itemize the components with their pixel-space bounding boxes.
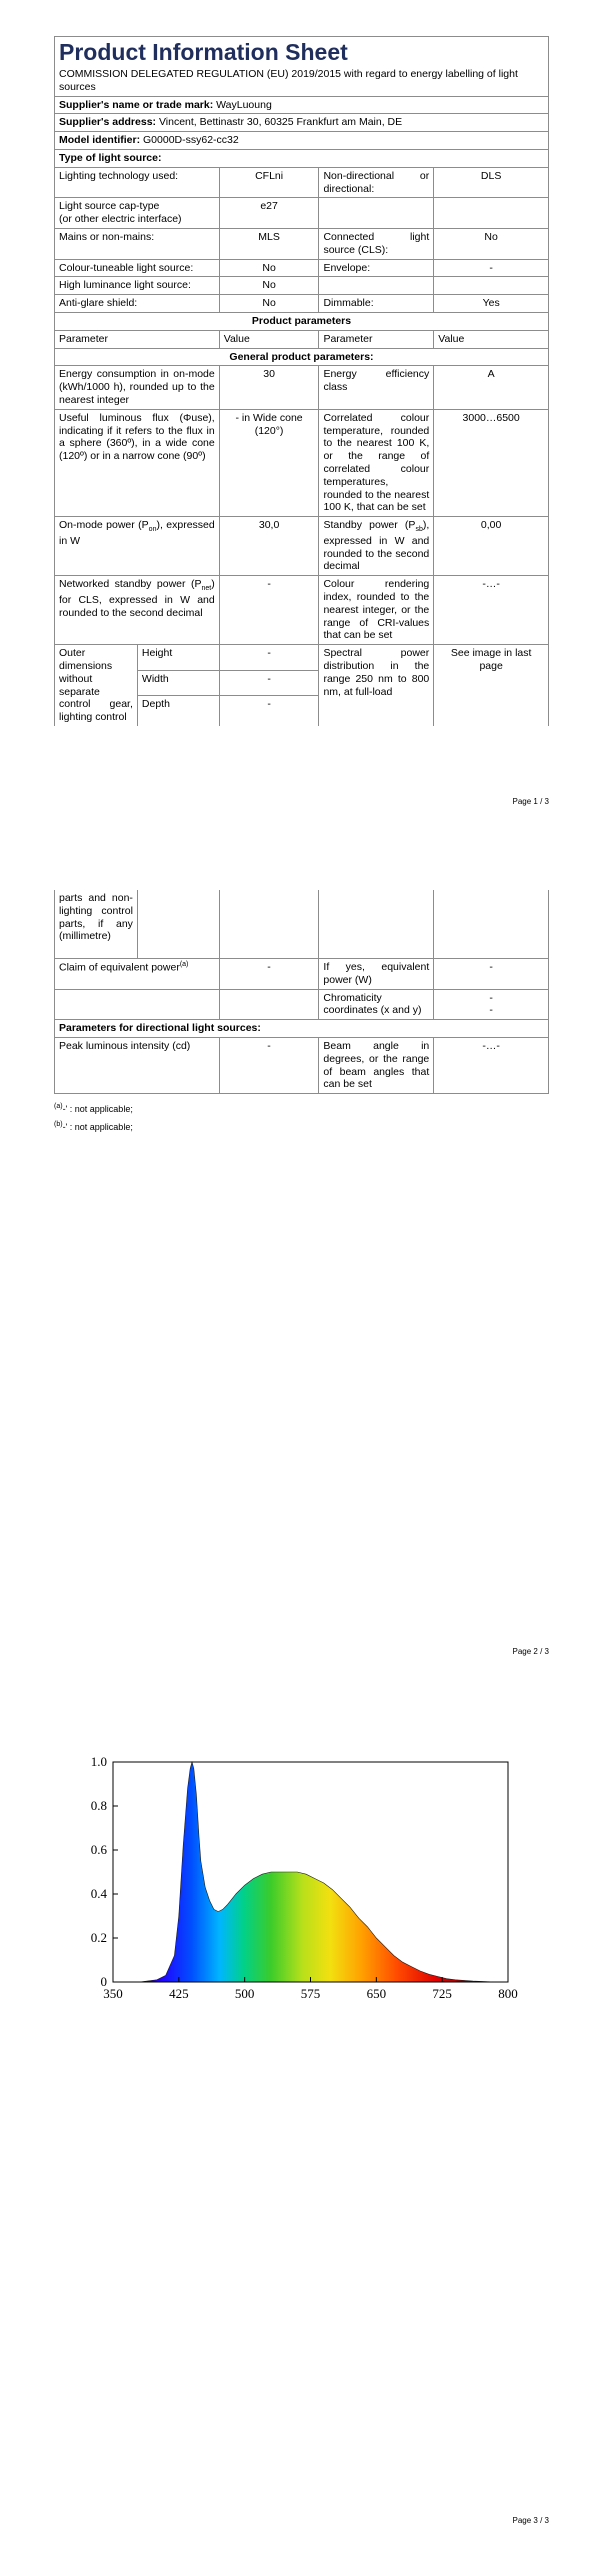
height-value: - [219,645,319,670]
supplier-name: WayLuoung [216,98,272,111]
x-tick-label: 725 [432,1986,452,2001]
claim-equivalent-power-label: Claim of equivalent power$^{(a)}$ [55,959,220,990]
spectrum-area [113,1762,508,1982]
claim-equivalent-power-value: - [219,959,319,990]
type-label [319,277,434,295]
blank-cell [137,890,219,959]
sheet-title: Product Information Sheet [55,37,549,67]
spectral-power-chart [0,1740,603,2080]
energy-consumption-value: 30 [219,366,319,409]
x-tick-label: 575 [300,1986,321,2001]
luminous-flux-value: - in Wide cone (120°) [219,409,319,516]
peak-luminous-intensity-value: - [219,1037,319,1093]
column-header-parameter: Parameter [55,330,220,348]
type-value: No [219,259,319,277]
type-label: Lighting technology used: [55,167,220,198]
column-header-value: Value [434,330,549,348]
blank-cell [219,890,319,959]
info-table-page-1 [54,36,549,726]
peak-luminous-intensity-label: Peak luminous intensity (cd) [55,1037,220,1093]
type-value: No [434,229,549,260]
page-1 [0,0,603,820]
page-number: Page 2 / 3 [512,1647,549,1656]
type-label: Connected light source (CLS): [319,229,434,260]
type-label: Colour-tuneable light source: [55,259,220,277]
type-value: MLS [219,229,319,260]
type-value: No [219,295,319,313]
cri-label: Colour rendering index, rounded to the nearest integer, or the range of CRI-values that can be set [319,576,434,645]
footnote-b: $^{(b)}$-' : not applicable; [54,1121,133,1132]
luminous-flux-label: Useful luminous flux (Φuse), indicating if it refers to the flux in a sphere (360º), in a wide cone (120º) or in a narrow cone (90º) [55,409,220,516]
y-tick-label: 0.6 [90,1842,107,1857]
model-label: Model identifier: [59,134,141,147]
depth-value: - [219,695,319,726]
chromaticity-label: Chromaticity coordinates (x and y) [319,989,434,1020]
beam-angle-value: -…- [434,1037,549,1093]
column-header-parameter: Parameter [319,330,434,348]
outer-dimensions-label: Outer dimensions without separate control gear, lighting control [55,645,138,726]
supplier-name-label: Supplier's name or trade mark: [59,98,214,111]
spectral-distribution-label: Spectral power distribution in the range 250 nm to 800 nm, at full-load [319,645,434,726]
type-label: Anti-glare shield: [55,295,220,313]
footnote-a: $^{(a)}$-' : not applicable; [54,1103,133,1114]
type-label: Envelope: [319,259,434,277]
cct-value: 3000…6500 [434,409,549,516]
equivalent-power-value: - [434,959,549,990]
supplier-address: Vincent, Bettinastr 30, 60325 Frankfurt am Main, DE [158,116,403,129]
equivalent-power-label: If yes, equivalent power (W) [319,959,434,990]
blank-cell [434,890,549,959]
type-value: Yes [434,295,549,313]
info-table-page-2 [54,890,549,1094]
type-label: Dimmable: [319,295,434,313]
depth-label: Depth [137,695,219,726]
model-row [55,132,549,150]
page-2 [0,890,603,1690]
height-label: Height [137,645,219,670]
energy-efficiency-value: A [434,366,549,409]
blank-cell [55,989,220,1020]
x-tick-label: 650 [366,1986,387,2001]
general-parameters-heading: General product parameters: [55,348,549,366]
model-identifier: G0000D-ssy62-cc32 [143,134,239,147]
y-tick-label: 1.0 [90,1754,107,1769]
y-tick-label: 0.4 [90,1886,107,1901]
type-label: High luminance light source: [55,277,220,295]
type-value: DLS [434,167,549,198]
y-tick-label: 0 [100,1974,107,1989]
type-label: Non-directional or directional: [319,167,434,198]
type-value [434,198,549,229]
networked-standby-value: - [219,576,319,645]
width-label: Width [137,670,219,695]
on-mode-power-value: 30,0 [219,517,319,576]
type-label: Mains or non-mains: [55,229,220,260]
chromaticity-value: - - [434,989,549,1020]
supplier-address-row [55,114,549,132]
energy-efficiency-label: Energy efficiency class [319,366,434,409]
column-header-value: Value [219,330,319,348]
y-tick-label: 0.8 [90,1798,107,1813]
type-value: CFLni [219,167,319,198]
y-tick-label: 0.2 [90,1930,107,1945]
on-mode-power-label: On-mode power $(P_{on})$, expressed in W [55,517,220,576]
x-tick-label: 500 [234,1986,255,2001]
page-number: Page 1 / 3 [512,797,549,806]
type-value: No [219,277,319,295]
energy-consumption-label: Energy consumption in on-mode (kWh/1000 h), rounded up to the nearest integer [55,366,220,409]
outer-dimensions-label-continued: parts and non-lighting control parts, if any (millimetre) [55,890,138,959]
standby-power-value: 0,00 [434,517,549,576]
type-value: e27 [219,198,319,229]
type-value: - [434,259,549,277]
x-tick-label: 800 [498,1986,518,2001]
regulation-text: COMMISSION DELEGATED REGULATION (EU) 2019/2015 with regard to energy labelling of light sources [55,66,549,96]
x-tick-label: 350 [103,1986,123,2001]
beam-angle-label: Beam angle in degrees, or the range of beam angles that can be set [319,1037,434,1093]
type-value [434,277,549,295]
cct-label: Correlated colour temperature, rounded to the nearest 100 K, or the range of correlated colour temperatures, rounded to the nearest 100 K, that can be set [319,409,434,516]
page-3 [0,1700,603,2560]
spectral-distribution-value: See image in last page [434,645,549,726]
blank-cell [219,989,319,1020]
supplier-address-label: Supplier's address: [59,116,157,129]
blank-cell [319,890,434,959]
cri-value: -…- [434,576,549,645]
standby-power-label: Standby power $(P_{sb})$, expressed in W and rounded to the second decimal [319,517,434,576]
supplier-name-row [55,96,549,114]
type-label [319,198,434,229]
width-value: - [219,670,319,695]
directional-parameters-heading: Parameters for directional light sources: [55,1020,549,1038]
x-tick-label: 425 [169,1986,189,2001]
page-number: Page 3 / 3 [512,2516,549,2525]
type-label: Light source cap-type (or other electric interface) [55,198,220,229]
networked-standby-label: Networked standby power $(P_{net})$ for CLS, expressed in W and rounded to the second decimal [55,576,220,645]
type-of-light-source-heading: Type of light source: [55,150,549,168]
product-parameters-heading: Product parameters [55,313,549,331]
